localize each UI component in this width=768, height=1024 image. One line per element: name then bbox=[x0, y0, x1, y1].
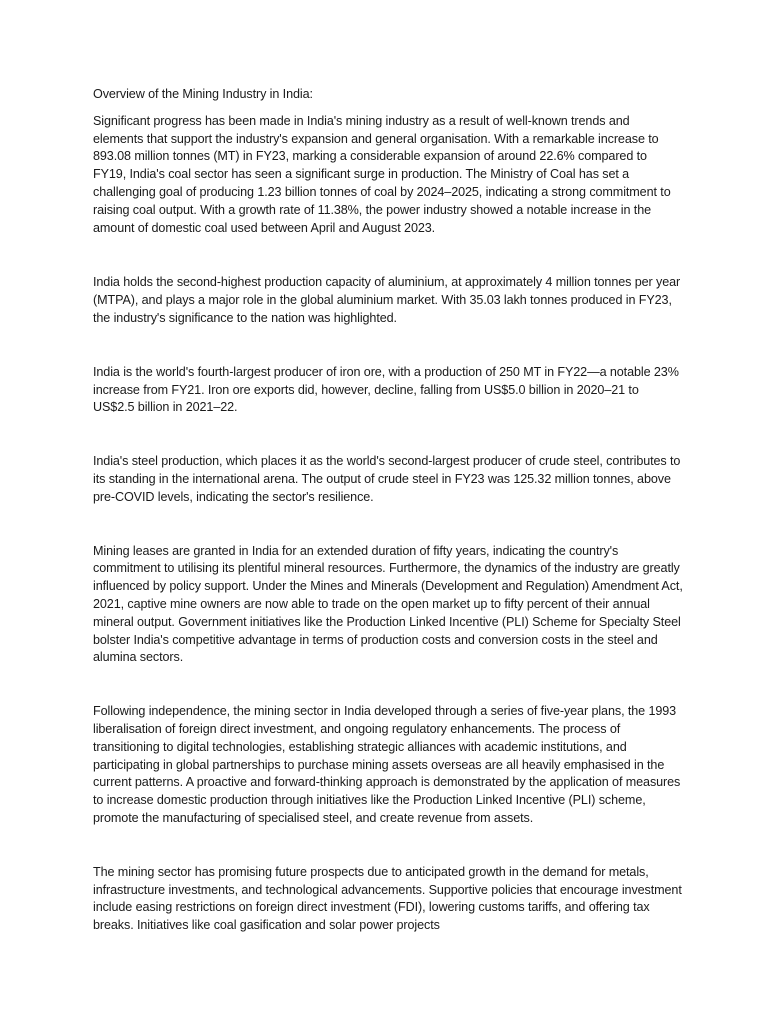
document-heading: Overview of the Mining Industry in India: bbox=[93, 87, 313, 101]
paragraph-steel: India's steel production, which places it as the world's second-largest producer of crude steel, contributes to its standing in the international arena. The output of crude steel in FY23 was 125.32 million tonnes, above pre-COVID levels, indicating the sector's resilience. bbox=[93, 454, 681, 504]
paragraph-future-prospects: The mining sector has promising future prospects due to anticipated growth in the demand for metals, infrastructure investments, and technological advancements. Supportive policies that encourage investment include easing restrictions on foreign direct investment (FDI), lowering customs tariffs, and offering tax breaks. Initiatives like coal gasification and solar power projects bbox=[93, 864, 682, 933]
paragraph-mining-leases: Mining leases are granted in India for an extended duration of fifty years, indicating the country's commitment to utilising its plentiful mineral resources. Furthermore, the dynamics of the industry are greatly influenced by policy support. Under the Mines and Minerals (Development and Regulation) Amendment Act, 2021, captive mine owners are now able to trade on the open market up to fifty percent of their annual mineral output. Government initiatives like the Production Linked Incentive (PLI) Scheme for Specialty Steel bolster India's competitive advantage in terms of production costs and conversion costs in the steel and alumina sectors. bbox=[93, 543, 683, 665]
document-page bbox=[93, 86, 683, 971]
paragraph-coal: Significant progress has been made in India's mining industry as a result of well-known trends and elements that support the industry's expansion and general organisation. With a remarkable increase to 893.08 million tonnes (MT) in FY23, marking a considerable expansion of around 22.6% compared to FY19, India's coal sector has seen a significant surge in production. The Ministry of Coal has set a challenging goal of producing 1.23 billion tonnes of coal by 2024–2025, indicating a strong commitment to raising coal output. With a growth rate of 11.38%, the power industry showed a notable increase in the amount of domestic coal used between April and August 2023. bbox=[93, 113, 671, 235]
paragraph-iron-ore: India is the world's fourth-largest producer of iron ore, with a production of 250 MT in FY22—a notable 23% increase from FY21. Iron ore exports did, however, decline, falling from US$5.0 billion in 2020–21 to US$2.5 billion in 2021–22. bbox=[93, 364, 679, 415]
paragraph-history: Following independence, the mining sector in India developed through a series of five-year plans, the 1993 liberalisation of foreign direct investment, and ongoing regulatory enhancements. The process of transitioning to digital technologies, establishing strategic alliances with academic institutions, and participating in global partnerships to purchase mining assets overseas are all heavily emphasised in the current patterns. A proactive and forward-thinking approach is demonstrated by the application of measures to increase domestic production through initiatives like the Production Linked Incentive (PLI) scheme, promote the manufacturing of specialised steel, and create revenue from assets. bbox=[93, 704, 681, 825]
paragraph-aluminium: India holds the second-highest production capacity of aluminium, at approximately 4 million tonnes per year (MTPA), and plays a major role in the global aluminium market. With 35.03 lakh tonnes produced in FY23, the industry's significance to the nation was highlighted. bbox=[93, 275, 681, 325]
